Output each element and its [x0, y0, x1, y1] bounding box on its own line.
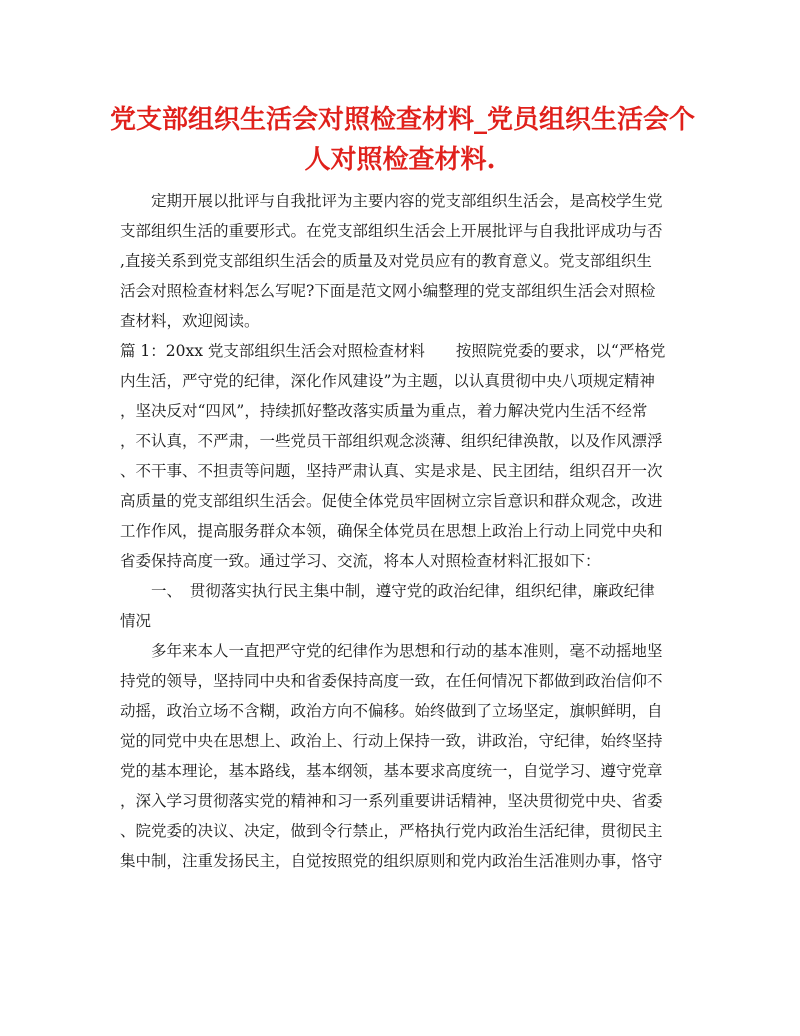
text-line: 支部组织生活的重要形式。在党支部组织生活会上开展批评与自我批评成功与否 [120, 222, 663, 240]
text-line: 内生活，严守党的纪律，深化作风建设”为主题，以认真贯彻中央八项规定精神 [120, 372, 655, 390]
text-line: 活会对照检查材料怎么写呢?下面是范文网小编整理的党支部组织生活会对照检 [120, 282, 656, 300]
text-line: 持党的领导，坚持同中央和省委保持高度一致，在任何情况下都做到政治信仰不 [120, 672, 663, 690]
text-line: 党的基本理论，基本路线，基本纲领，基本要求高度统一，自觉学习、遵守党章 [120, 762, 663, 780]
text-line: 查材料，欢迎阅读。 [120, 312, 260, 330]
document-title [110, 100, 696, 180]
intro-paragraph [120, 186, 680, 336]
section1-paragraph [120, 336, 680, 576]
text-line: ,直接关系到党支部组织生活会的质量及对党员应有的教育意义。党支部组织生 [120, 252, 652, 270]
text-line: ，不认真，不严肃，一些党员干部组织观念淡薄、组织纪律涣散，以及作风漂浮 [120, 432, 663, 450]
text-line: 觉的同党中央在思想上、政治上、行动上保持一致，讲政治，守纪律，始终坚持 [120, 732, 663, 750]
text-line: 工作作风，提高服务群众本领，确保全体党员在思想上政治上行动上同党中央和 [120, 522, 663, 540]
section-heading [120, 576, 680, 636]
text-line: 多年来本人一直把严守党的纪律作为思想和行动的基本准则，毫不动摇地坚 [151, 642, 663, 660]
text-line: 一、 贯彻落实执行民主集中制，遵守党的政治纪律，组织纪律，廉政纪律 [151, 582, 655, 600]
text-line: 集中制，注重发扬民主，自觉按照党的组织原则和党内政治生活准则办事，恪守 [120, 852, 663, 870]
text-line: ，坚决反对“四风”，持续抓好整改落实质量为重点，着力解决党内生活不经常 [120, 402, 648, 420]
text-line: 情况 [120, 612, 152, 630]
document-body [120, 186, 680, 876]
title-line: 党支部组织生活会对照检查材料_党员组织生活会个 [110, 105, 696, 135]
text-line: ，深入学习贯彻落实党的精神和习一系列重要讲话精神，坚决贯彻党中央、省委 [120, 792, 663, 810]
text-line: 、院党委的决议、决定，做到令行禁止，严格执行党内政治生活纪律，贯彻民主 [120, 822, 663, 840]
text-line: 动摇，政治立场不含糊，政治方向不偏移。始终做到了立场坚定，旗帜鲜明，自 [120, 702, 663, 720]
text-line: 篇 1：20xx 党支部组织生活会对照检查材料 按照院党委的要求，以“严格党 [120, 342, 666, 360]
text-line: 省委保持高度一致。通过学习、交流，将本人对照检查材料汇报如下： [120, 552, 601, 570]
text-line: 定期开展以批评与自我批评为主要内容的党支部组织生活会，是高校学生党 [151, 192, 663, 210]
text-line: 高质量的党支部组织生活会。促使全体党员牢固树立宗旨意识和群众观念，改进 [120, 492, 663, 510]
text-line: 、不干事、不担责等问题，坚持严肃认真、实是求是、民主团结，组织召开一次 [120, 462, 663, 480]
body-paragraph [120, 636, 680, 876]
title-line: 人对照检查材料. [304, 145, 496, 175]
